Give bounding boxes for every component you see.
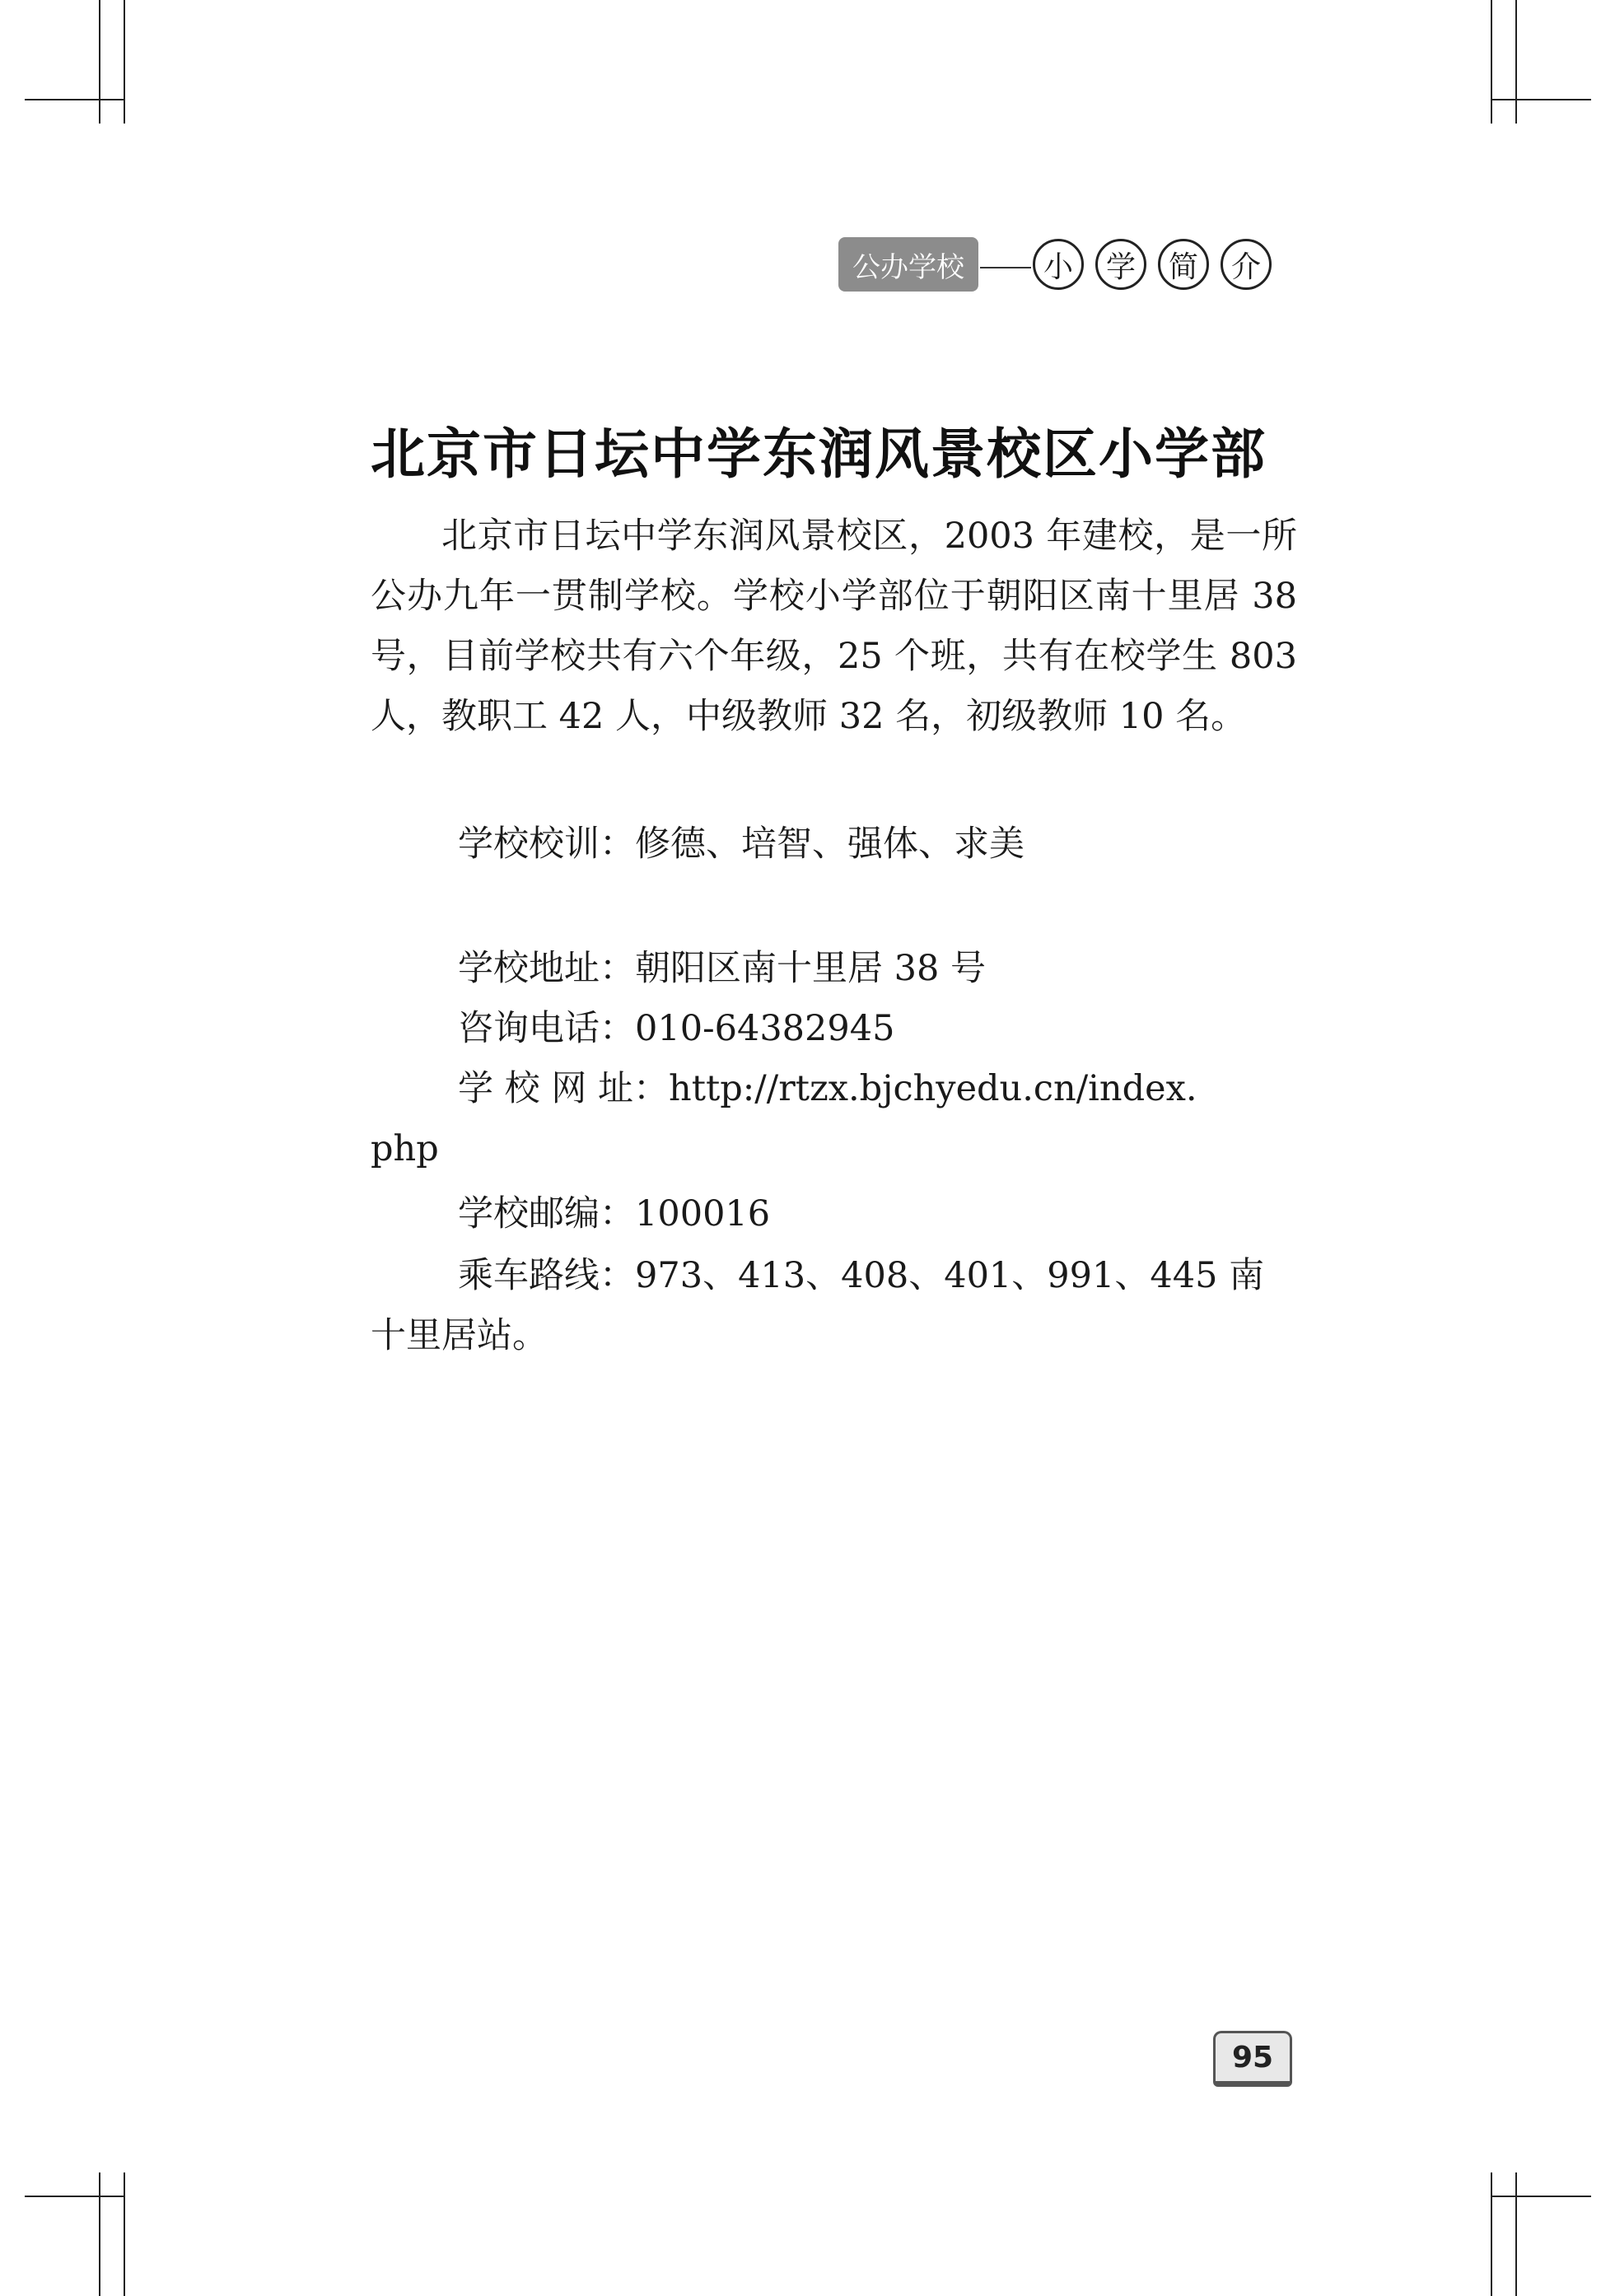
crop-mark (99, 2172, 100, 2296)
school-motto: 学校校训：修德、培智、强体、求美 (458, 824, 1025, 865)
crop-mark (1515, 2172, 1517, 2296)
header-connector-line (980, 267, 1031, 268)
crop-mark (124, 2172, 125, 2296)
school-website: 学 校 网 址：http://rtzx.bjchyedu.cn/index. (458, 1068, 1197, 1109)
section-tag: 公办学校 (838, 237, 978, 292)
crop-mark (99, 0, 100, 124)
school-phone: 咨询电话：010-64382945 (458, 1008, 895, 1049)
bus-routes: 乘车路线：973、413、408、401、991、445 南 (458, 1255, 1265, 1296)
school-website-continued: php (371, 1128, 439, 1169)
crop-mark (1491, 99, 1591, 100)
section-char-circle: 简 (1158, 239, 1209, 290)
crop-mark (1491, 2172, 1492, 2296)
intro-paragraph: 北京市日坛中学东润风景校区，2003 年建校，是一所公办九年一贯制学校。学校小学部位于朝阳区南十里居 38 号，目前学校共有六个年级，25 个班，共有在校学生 803 人，教职工 42 人，中级教师 32 名，初级教师 10 名。 (371, 516, 1297, 737)
crop-mark (25, 2196, 125, 2197)
crop-mark (1515, 0, 1517, 124)
section-char-circle: 小 (1033, 239, 1084, 290)
page-number: 95 (1213, 2031, 1292, 2087)
section-char-circle: 学 (1095, 239, 1146, 290)
school-postcode: 学校邮编：100016 (458, 1193, 771, 1234)
section-char-circle: 介 (1221, 239, 1272, 290)
crop-mark (1491, 2196, 1591, 2197)
bus-routes-continued: 十里居站。 (371, 1315, 548, 1356)
school-title: 北京市日坛中学东润风景校区小学部 (371, 422, 1267, 486)
crop-mark (1491, 0, 1492, 124)
school-address: 学校地址：朝阳区南十里居 38 号 (458, 948, 987, 989)
crop-mark (25, 99, 125, 100)
crop-mark (124, 0, 125, 124)
